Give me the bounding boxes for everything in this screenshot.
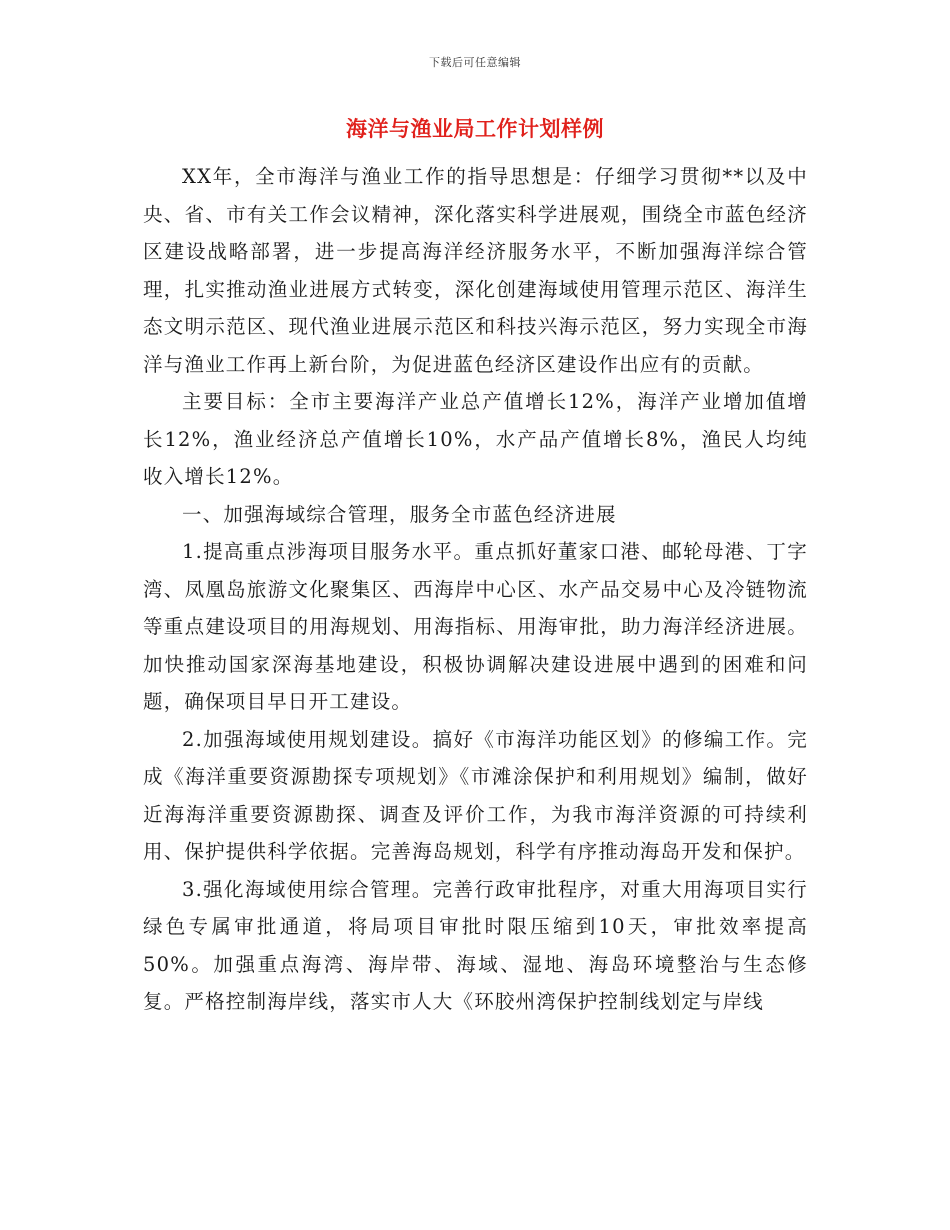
header-note: 下载后可任意编辑	[429, 56, 521, 69]
paragraph-item-2: 2.加强海域使用规划建设。搞好《市海洋功能区划》的修编工作。完成《海洋重要资源勘探专项规划》《市滩涂保护和利用规划》编制，做好近海海洋重要资源勘探、调查及评价工作，为我市海洋资源的可持续利用、保护提供科学依据。完善海岛规划，科学有序推动海岛开发和保护。	[143, 727, 808, 863]
document-title: 海洋与渔业局工作计划样例	[346, 116, 604, 141]
document-body	[143, 158, 808, 1021]
paragraph-main-targets: 主要目标：全市主要海洋产业总产值增长12%，海洋产业增加值增长12%，渔业经济总产值增长10%，水产品产值增长8%，渔民人均纯收入增长12%。	[143, 390, 808, 488]
section-heading-1: 一、加强海域综合管理，服务全市蓝色经济进展	[182, 502, 617, 526]
paragraph-item-1: 1.提高重点涉海项目服务水平。重点抓好董家口港、邮轮母港、丁字湾、凤凰岛旅游文化聚集区、西海岸中心区、水产品交易中心及冷链物流等重点建设项目的用海规划、用海指标、用海审批，助力海洋经济进展。加快推动国家深海基地建设，积极协调解决建设进展中遇到的困难和问题，确保项目早日开工建设。	[143, 540, 808, 713]
paragraph-guiding-ideology: XX年，全市海洋与渔业工作的指导思想是：仔细学习贯彻**以及中央、省、市有关工作会议精神，深化落实科学进展观，围绕全市蓝色经济区建设战略部署，进一步提高海洋经济服务水平，不断加强海洋综合管理，扎实推动渔业进展方式转变，深化创建海域使用管理示范区、海洋生态文明示范区、现代渔业进展示范区和科技兴海示范区，努力实现全市海洋与渔业工作再上新台阶，为促进蓝色经济区建设作出应有的贡献。	[143, 165, 808, 376]
paragraph-item-3: 3.强化海域使用综合管理。完善行政审批程序，对重大用海项目实行绿色专属审批通道，将局项目审批时限压缩到10天，审批效率提高50%。加强重点海湾、海岸带、海域、湿地、海岛环境整治与生态修复。严格控制海岸线，落实市人大《环胶州湾保护控制线划定与岸线	[143, 877, 808, 1013]
